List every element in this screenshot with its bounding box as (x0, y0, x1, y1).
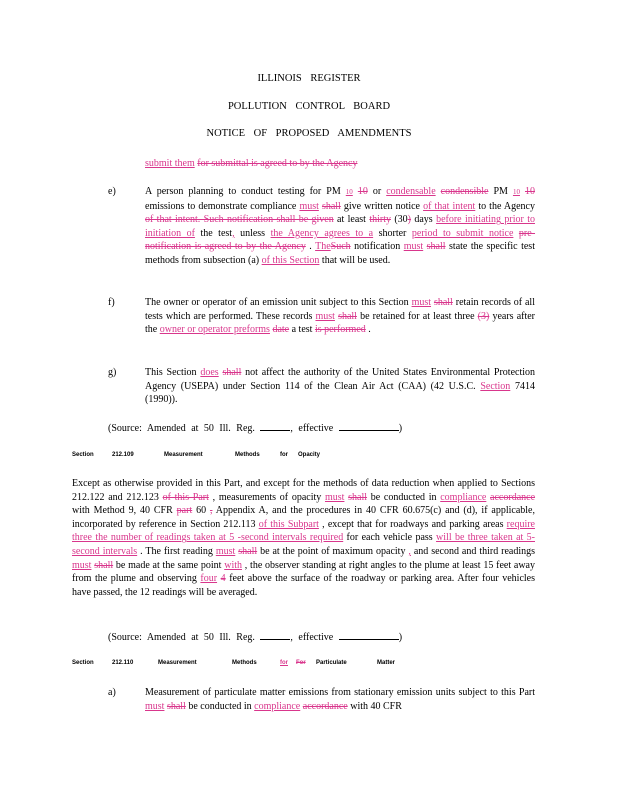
subsection-f-text: The owner or operator of an emission unit subject to this Section must shall retain records of all tests which are performed. These records must shall be retained for at least three (3) years after the owner or operator preforms date a test is performed . (145, 297, 536, 336)
subsection-label-f: f) (108, 297, 115, 308)
section-212-109-text: Except as otherwise provided in this Part, and except for the methods of data reduction when applied to Sections 212.122 and 212.123 of this Part , measurements of opacity must shall be conducted in compliance accordance with Method 9, 40 CFR part 60 , Appendix A, and the procedures in 40 CFR 60.675(c) and (d), if applicable, incorporated by reference in Section 212.113 of this Subpart , except that for roadways and parking areas require three the number of readings taken at 5 -second intervals required for each vehicle pass will be three taken at 5-second intervals . The first reading must shall be at the point of maximum opacity , and second and third readings must shall be made at the same point with , the observer standing at right angles to the plume at least 15 feet away from the plume and observing four 4 feet above the surface of the roadway or parking area. After four vehicles have passed, the 12 readings will be averaged. (72, 478, 536, 598)
header-board: POLLUTION CONTROL BOARD (227, 101, 391, 112)
subsection-label-a: a) (108, 687, 116, 698)
continued-text (145, 157, 535, 171)
header-notice: NOTICE OF PROPOSED AMENDMENTS (206, 128, 412, 139)
document-page: ILLINOIS REGISTER POLLUTION CONTROL BOARD NOTICE OF PROPOSED AMENDMENTS submit them for submittal is agreed to by the Agency e) A person planning to conduct testing for PM 10 10 or condensable condensible PM 10 10 emissions to demonstrate compliance must shall give written notice of that intent to the Agency of that intent. Such notification shall be given at least thirty (30) days before initiating prior to initiation of the test, unless the Agency agrees to a shorter period to submit notice pre-notification is agreed to by the Agency . TheSuch notification must shall state the specific test methods from subsection (a) of this Section that will be used. f) The owner or operator of an emission unit subject to this Section must shall retain records of all tests which are performed. These records must shall be retained for at least three (3) years after the owner or operator preforms date a test is performed . g) This Section does shall not affect the authority of the United States Environmental Protection Agency (USEPA) under Section 114 of the Clean Air Act (CAA) (42 U.S.C. Section 7414 (1990)). (Source: Amended at 50 Ill. Reg. , effective ) Section 212.109 Measurement Methods for Opacity Except as otherwise provided in this Part, and except for the methods of data reduction when applied to Sections 212.122 and 212.123 of this Part , measurements of opacity must shall be conducted in compliance accordance with Method 9, 40 CFR part 60 , Appendix A, and the procedures in 40 CFR 60.675(c) and (d), if applicable, incorporated by reference in Section 212.113 of this Subpart , except that for roadways and parking areas require three the number of readings taken at 5 -second intervals required for each vehicle pass will be three taken at 5-second intervals . The first reading must shall be at the point of maximum opacity , and second and third readings must shall be made at the same point with , the observer standing at right angles to the plume at least 15 feet away from the plume and observing four 4 feet above the surface of the roadway or parking area. After four vehicles have passed, the 12 readings will be averaged. (Source: Amended at 50 Ill. Reg. , effective ) Section 212.110 Measurement Methods for For Particulate Matter a) Measurement of particulate matter emissions from stationary emission units subject to this Part must shall be conducted in compliance accordance with 40 CFR (0, 0, 618, 800)
subsection-g-text: This Section does shall not affect the authority of the United States Environmental Protection Agency (USEPA) under Section 114 of the Clean Air Act (CAA) (42 U.S.C. Section 7414 (1990)). (145, 367, 536, 406)
subsection-label-e: e) (108, 186, 116, 197)
source-note: (Source: Amended at 50 Ill. Reg. , effective ) (108, 423, 403, 434)
subsection-label-g: g) (108, 367, 117, 378)
inserted-text: submit them (145, 158, 195, 169)
source-note: (Source: Amended at 50 Ill. Reg. , effective ) (108, 632, 403, 643)
deleted-text: for submittal is agreed to by the Agency (197, 158, 358, 169)
subsection-a-text: Measurement of particulate matter emissions from stationary emission units subject to this Part must shall be conducted in compliance accordance with 40 CFR (145, 687, 535, 712)
subsection-e-text: A person planning to conduct testing for PM 10 10 or condensable condensible PM 10 10 emissions to demonstrate compliance must shall give written notice of that intent to the Agency of that intent. Such notification shall be given at least thirty (30) days before initiating prior to initiation of the test, unless the Agency agrees to a shorter period to submit notice pre-notification is agreed to by the Agency . TheSuch notification must shall state the specific test methods from subsection (a) of this Section that will be used. (145, 186, 536, 266)
header-register: ILLINOIS REGISTER (257, 73, 361, 84)
